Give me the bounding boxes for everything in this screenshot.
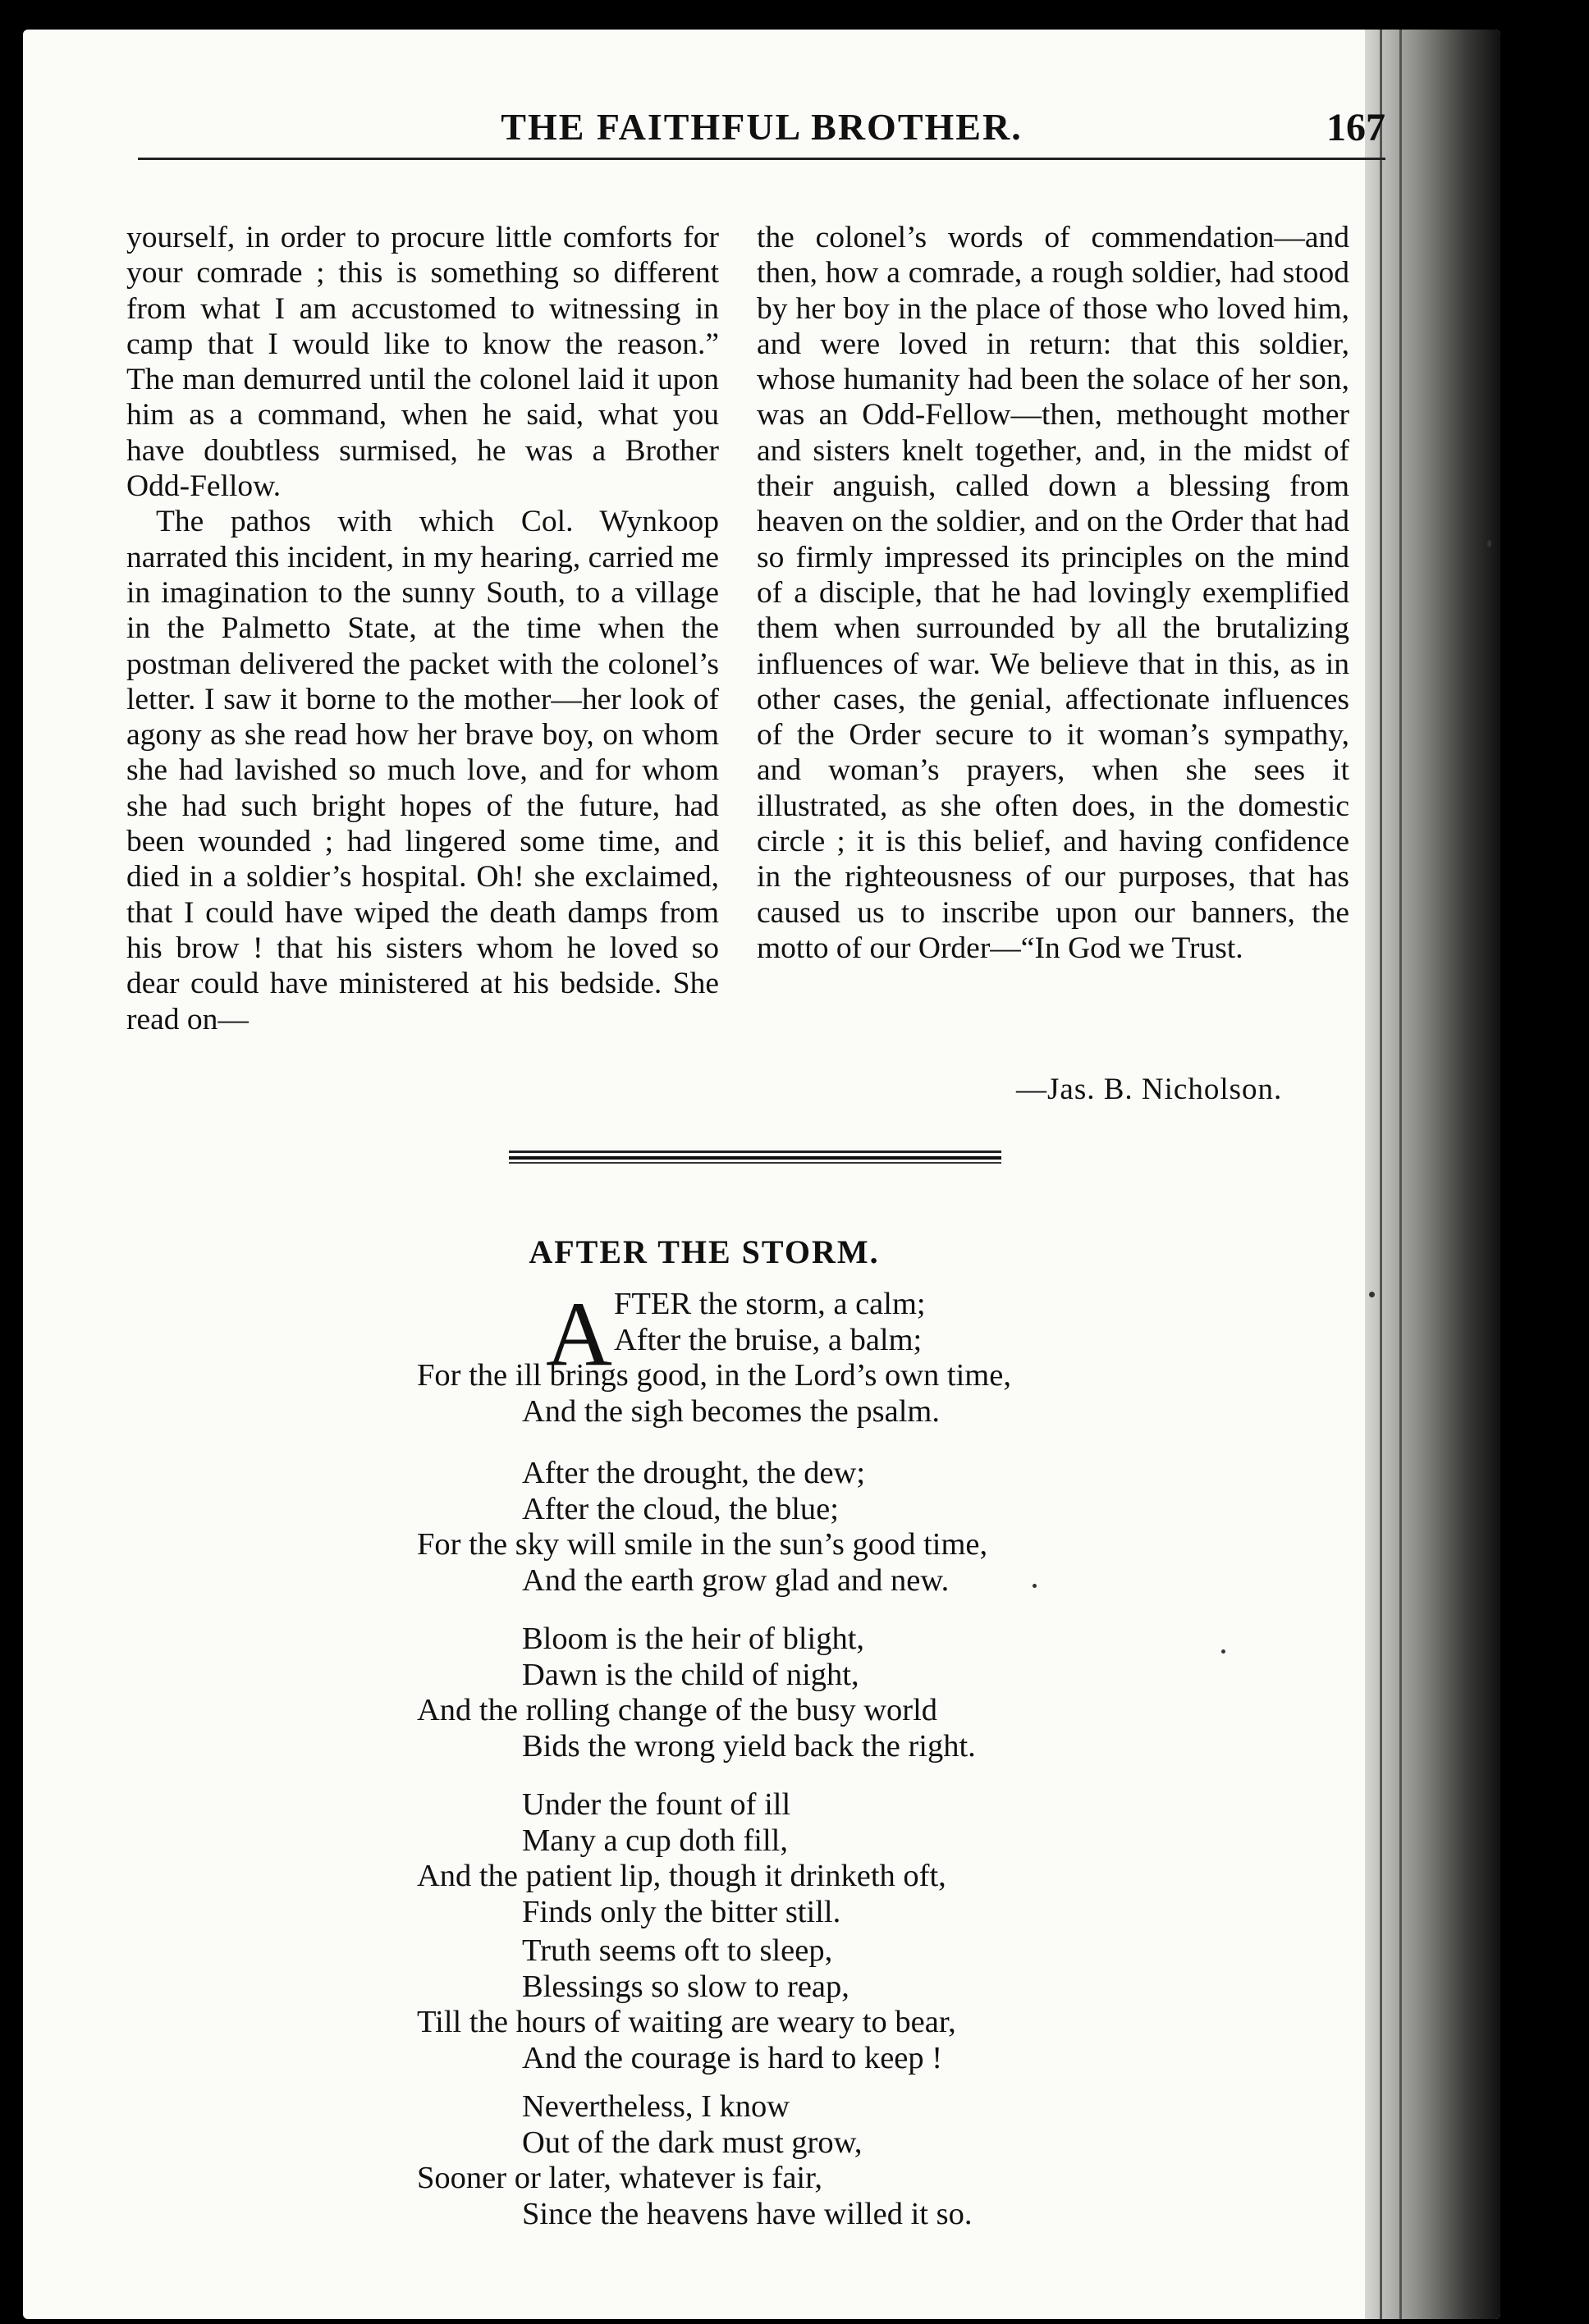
poem-line: After the bruise, a balm;: [614, 1322, 923, 1357]
poem-line: Under the fount of ill: [522, 1787, 791, 1822]
page-number: 167: [1326, 106, 1385, 149]
print-speck: [1221, 1649, 1225, 1654]
poem-line: After the drought, the dew;: [522, 1456, 866, 1490]
drop-cap: A: [546, 1283, 612, 1385]
poem-line: And the rolling change of the busy world: [417, 1693, 938, 1727]
page-edge-shadow: [1365, 30, 1500, 2319]
poem-line: Truth seems oft to sleep,: [522, 1933, 833, 1968]
right-paragraph-1: the colonel’s words of commendation—and then, how a comrade, a rough soldier, had stood by her boy in the place of those who loved him, and were loved in return: that this soldier, whose humanity had been the solace of her son, was an Odd-Fellow—then, methought mother and sisters knelt together, and, in the midst of their anguish, called down a blessing from heaven on the soldier, and on the Order that had so firmly impressed its principles on the mind of a disciple, that he had lovingly exemplified them when surrounded by all the brutalizing influences of war. We believe that in this, as in other cases, the genial, affectionate influences of the Order secure to it woman’s sympathy, and woman’s prayers, when she sees it illustrated, as she often does, in the domestic circle ; it is this belief, and having confidence in the righteousness of our purposes, that has caused us to inscribe upon our banners, the motto of our Order—“In God we Trust.: [757, 221, 1349, 965]
left-column: [126, 220, 719, 1037]
poem-stanza-3: [417, 1622, 1205, 1764]
poem-line: Bids the wrong yield back the right.: [522, 1728, 976, 1764]
poem-line: Bloom is the heir of blight,: [522, 1622, 865, 1656]
poem-line: And the sigh becomes the psalm.: [522, 1393, 940, 1429]
poem-line: Till the hours of waiting are weary to bear,: [417, 2005, 956, 2039]
poem-line: And the patient lip, though it drinketh oft,: [417, 1859, 946, 1893]
author-signature: —Jas. B. Nicholson.: [1016, 1073, 1283, 1106]
print-speck: [1033, 1584, 1037, 1588]
poem-line: Since the heavens have willed it so.: [522, 2196, 973, 2231]
poem-stanza-5: [417, 1933, 1205, 2076]
poem-line: Blessings so slow to reap,: [522, 1969, 849, 2004]
poem-line: Finds only the bitter still.: [522, 1894, 841, 1929]
poem-line: Sooner or later, whatever is fair,: [417, 2161, 823, 2195]
poem-line: And the earth grow glad and new.: [522, 1562, 950, 1598]
poem-line: And the courage is hard to keep !: [522, 2040, 943, 2075]
poem-line: FTER the storm, a calm;: [614, 1287, 926, 1321]
print-speck: [1369, 1292, 1375, 1297]
poem-line: For the ill brings good, in the Lord’s own time,: [417, 1358, 1011, 1393]
page-edge-line: [1380, 30, 1382, 2319]
section-divider: [509, 1151, 1001, 1165]
poem-line: Dawn is the child of night,: [522, 1657, 859, 1692]
left-paragraph-1: yourself, in order to procure little comforts for your comrade ; this is something so different from what I am accustomed to witnessing in camp that I would like to know the reason.” The man demurred until the colonel laid it upon him as a command, when he said, what you have doubtless surmised, he was a Brother Odd-Fellow.: [126, 221, 719, 504]
print-speck: [1487, 540, 1491, 547]
book-page: [23, 30, 1500, 2319]
running-head-title: THE FAITHFUL BROTHER.: [501, 106, 1023, 148]
poem-stanza-4: [417, 1787, 1205, 1930]
poem-line: For the sky will smile in the sun’s good time,: [417, 1527, 988, 1562]
page-edge-line: [1399, 30, 1402, 2319]
header-rule: [138, 158, 1385, 160]
left-paragraph-2: The pathos with which Col. Wynkoop narrated this incident, in my hearing, carried me in imagination to the sunny South, to a village in the Palmetto State, at the time when the postman delivered the packet with the colonel’s letter. I saw it borne to the mother—her look of agony as she read how her brave boy, on whom she had lavished so much love, and for whom she had such bright hopes of the future, had been wounded ; had lingered some time, and died in a soldier’s hospital. Oh! she exclaimed, that I could have wiped the death damps from his brow ! that his sisters whom he loved so dear could have ministered at his bedside. She read on—: [126, 505, 719, 1036]
poem-line: Out of the dark must grow,: [522, 2125, 863, 2160]
running-head: [138, 105, 1385, 171]
poem-stanza-6: [417, 2089, 1205, 2232]
poem-stanza-1: [417, 1283, 1205, 1430]
poem-line: Nevertheless, I know: [522, 2089, 790, 2124]
poem-line: Many a cup doth fill,: [522, 1823, 788, 1858]
poem-line: After the cloud, the blue;: [522, 1491, 839, 1526]
poem-stanza-2: [417, 1456, 1205, 1599]
right-column: [757, 220, 1349, 966]
poem-title: AFTER THE STORM.: [529, 1233, 880, 1270]
